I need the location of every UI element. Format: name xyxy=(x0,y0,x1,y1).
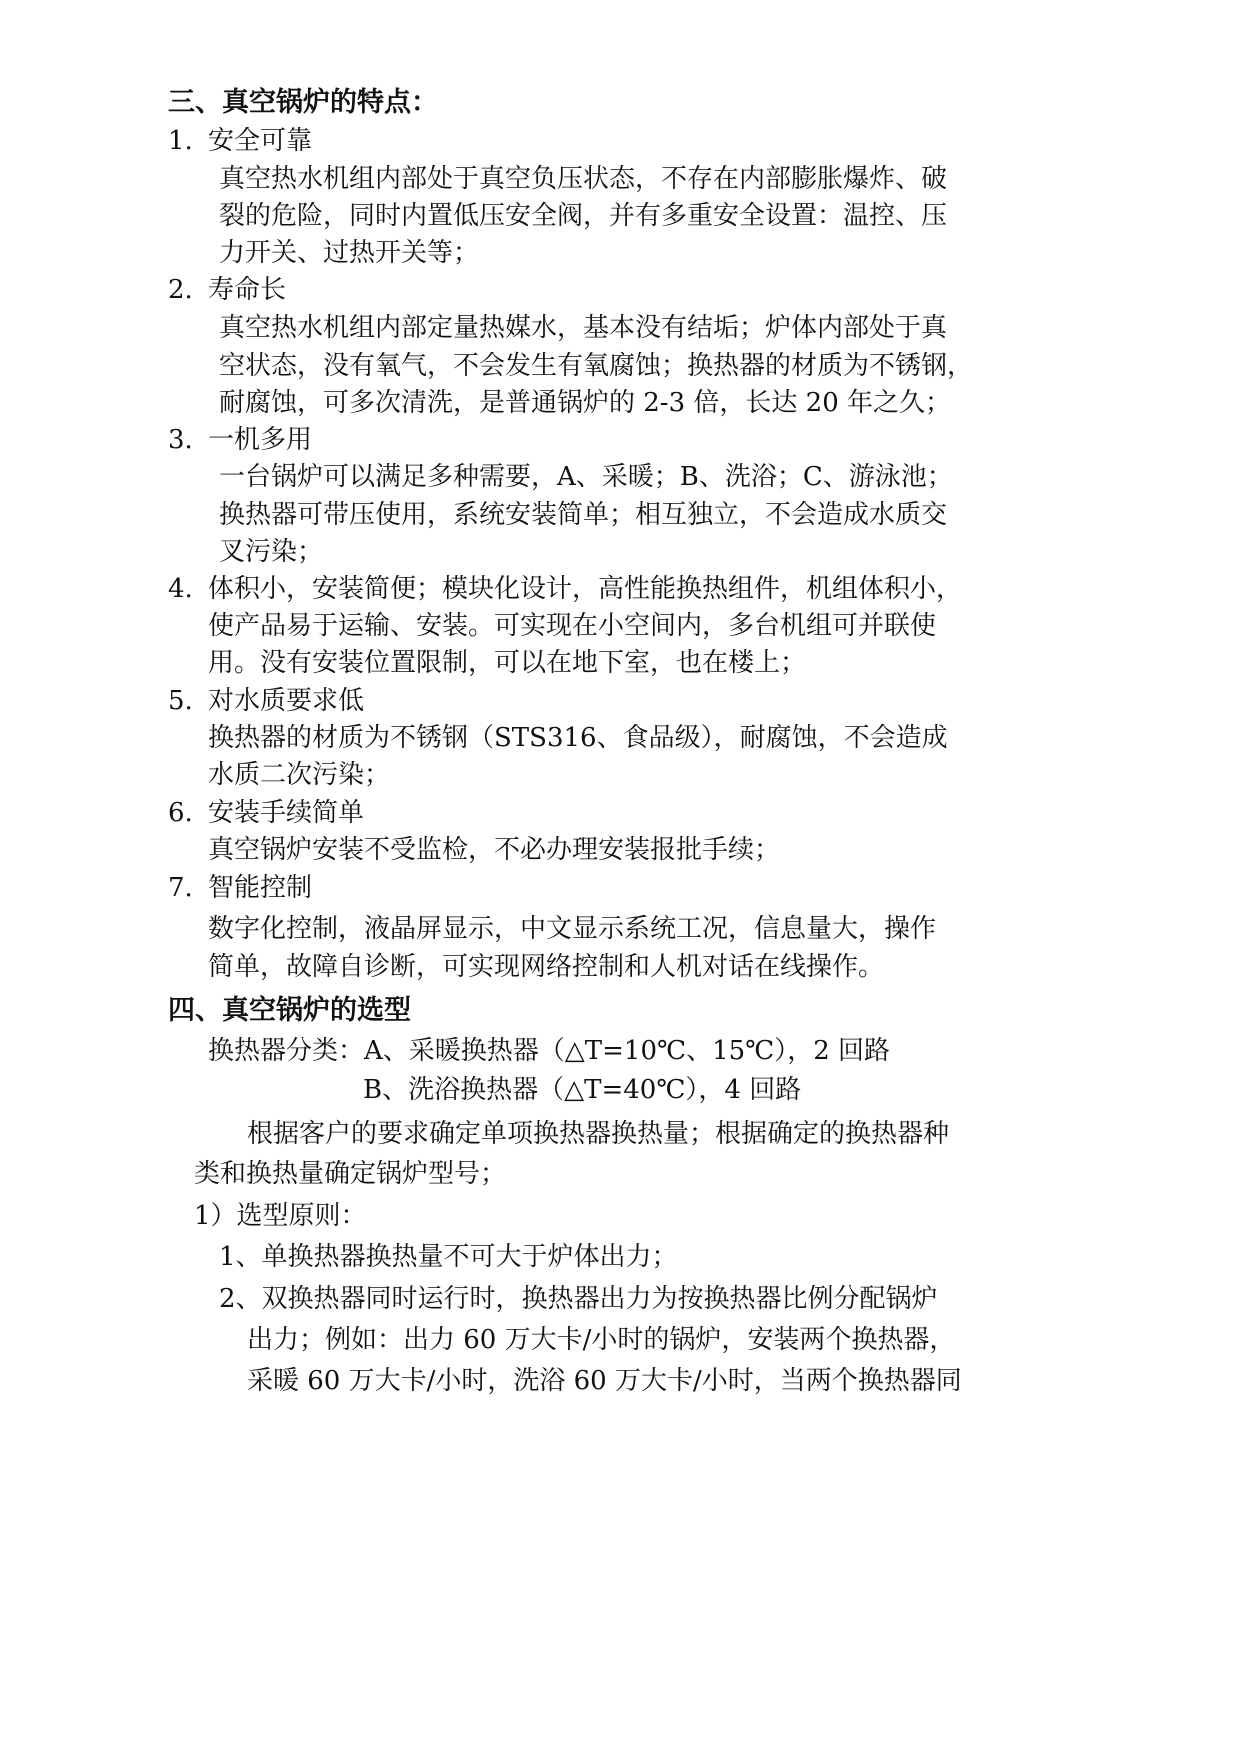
item5-body-line: 水质二次污染； xyxy=(208,760,391,790)
item5-title-text: 对水质要求低 xyxy=(208,686,365,716)
rule-2-line-1: 2、双换热器同时运行时，换热器出力为按换热器比例分配锅炉 xyxy=(219,1284,938,1314)
item3-num: 3. xyxy=(168,425,193,455)
section4-heading: 四、真空锅炉的选型 xyxy=(168,995,411,1026)
item3-body-line: 一台锅炉可以满足多种需要，A、采暖；B、洗浴；C、游泳池； xyxy=(219,462,953,492)
item2-title-text: 寿命长 xyxy=(208,275,287,305)
item6-body-line: 真空锅炉安装不受监检，不必办理安装报批手续； xyxy=(208,835,781,865)
para-line-2: 类和换热量确定锅炉型号； xyxy=(194,1159,507,1189)
para-line-1: 根据客户的要求确定单项换热器换热量；根据确定的换热器种 xyxy=(247,1119,950,1149)
item2-title xyxy=(168,273,286,307)
item6-title xyxy=(168,796,364,830)
item5-num: 5. xyxy=(168,686,193,716)
item3-body-line: 叉污染； xyxy=(219,537,324,567)
item1-body-line: 真空热水机组内部处于真空负压状态，不存在内部膨胀爆炸、破 xyxy=(219,164,948,194)
item1-num: 1. xyxy=(168,126,193,156)
rule-2-line-2: 出力；例如：出力 60 万大卡/小时的锅炉，安装两个换热器， xyxy=(247,1325,956,1355)
item5-title xyxy=(168,684,364,718)
item2-num: 2. xyxy=(168,275,193,305)
item2-body-line: 空状态，没有氧气，不会发生有氧腐蚀；换热器的材质为不锈钢， xyxy=(219,351,974,381)
item1-title xyxy=(168,124,312,158)
item3-title-text: 一机多用 xyxy=(208,425,313,455)
item5-body-line: 换热器的材质为不锈钢（STS316、食品级），耐腐蚀，不会造成 xyxy=(208,723,948,753)
item6-title-text: 安装手续简单 xyxy=(208,798,365,828)
principle-heading: 1）选型原则： xyxy=(194,1201,367,1231)
item4-body-line: 用。没有安装位置限制，可以在地下室，也在楼上； xyxy=(208,648,807,678)
item1-title-text: 安全可靠 xyxy=(208,126,313,156)
item7-body-line: 简单，故障自诊断，可实现网络控制和人机对话在线操作。 xyxy=(208,952,885,982)
rule-1: 1、单换热器换热量不可大于炉体出力； xyxy=(219,1242,678,1272)
item4-title xyxy=(168,572,962,606)
item7-title-text: 智能控制 xyxy=(208,873,313,903)
item7-body-line: 数字化控制，液晶屏显示，中文显示系统工况，信息量大，操作 xyxy=(208,914,937,944)
classify-line-1: 换热器分类：A、采暖换热器（△T=10℃、15℃），2 回路 xyxy=(208,1036,891,1066)
item4-title-text: 体积小，安装简便；模块化设计，高性能换热组件，机组体积小， xyxy=(208,574,963,604)
item2-body-line: 耐腐蚀，可多次清洗，是普通锅炉的 2-3 倍，长达 20 年之久； xyxy=(219,388,952,418)
item3-body-line: 换热器可带压使用，系统安装简单；相互独立，不会造成水质交 xyxy=(219,500,948,530)
section3-heading: 三、真空锅炉的特点： xyxy=(168,87,438,118)
item7-title xyxy=(168,871,312,905)
item1-body-line: 力开关、过热开关等； xyxy=(219,238,480,268)
item7-num: 7. xyxy=(168,873,193,903)
item1-body-line: 裂的危险，同时内置低压安全阀，并有多重安全设置：温控、压 xyxy=(219,201,948,231)
classify-line-2: B、洗浴换热器（△T=40℃），4 回路 xyxy=(363,1075,802,1105)
item6-num: 6. xyxy=(168,798,193,828)
rule-2-line-3: 采暖 60 万大卡/小时，洗浴 60 万大卡/小时，当两个换热器同 xyxy=(247,1366,962,1396)
item2-body-line: 真空热水机组内部定量热媒水，基本没有结垢；炉体内部处于真 xyxy=(219,313,948,343)
item3-title xyxy=(168,423,312,457)
item4-num: 4. xyxy=(168,574,193,604)
item4-body-line: 使产品易于运输、安装。可实现在小空间内，多台机组可并联使 xyxy=(208,611,937,641)
